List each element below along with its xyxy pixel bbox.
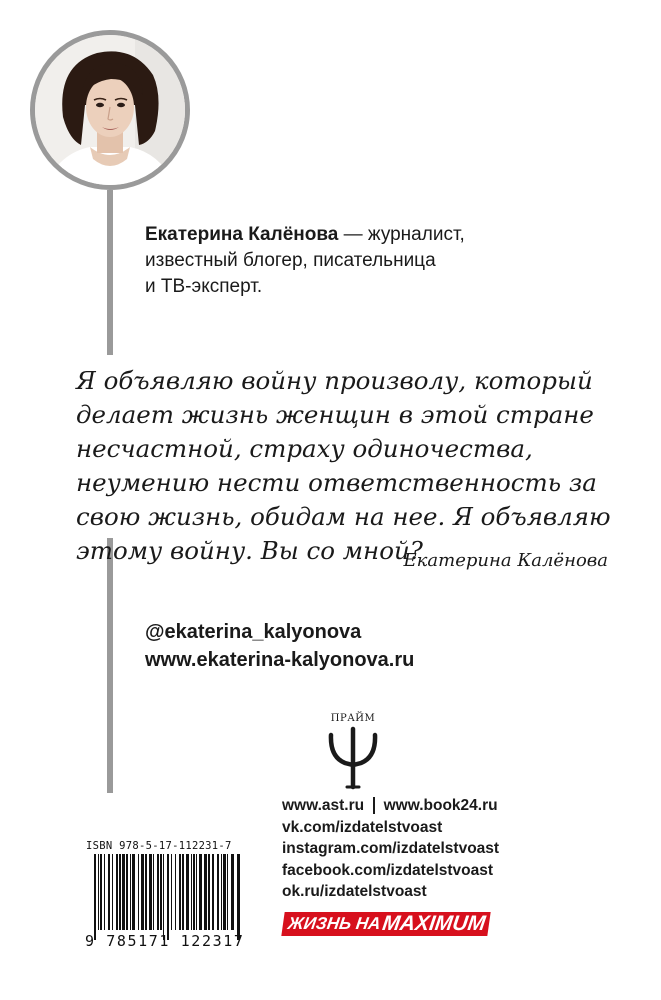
barcode-bar (231, 854, 234, 930)
series-badge (281, 912, 491, 936)
publisher-logo (318, 713, 388, 791)
barcode-bar (182, 854, 184, 930)
barcode-bar (145, 854, 147, 930)
barcode-bar (122, 854, 125, 930)
author-name: Екатерина Калёнова (145, 224, 339, 245)
series-prefix: ЖИЗНЬ НА (286, 914, 382, 933)
barcode-bar (138, 854, 139, 930)
barcode-bar (119, 854, 121, 930)
barcode-bar (223, 854, 226, 930)
bio-line-1: — журналист, (338, 224, 465, 245)
barcode-bar (204, 854, 207, 930)
author-portrait (30, 30, 190, 190)
decorative-vertical-line-bottom (107, 538, 113, 793)
quote-line: несчастной, страху одиночества, (76, 434, 533, 463)
barcode-bar (191, 854, 192, 930)
barcode-bar (153, 854, 154, 930)
barcode-bar (104, 854, 105, 930)
barcode-bar (126, 854, 128, 930)
publisher-facebook-link[interactable]: facebook.com/izdatelstvoast (282, 861, 494, 879)
barcode-bar (160, 854, 162, 930)
barcode-bar (130, 854, 131, 930)
quote-line: этому войну. Вы со мной? (76, 536, 423, 565)
barcode-bar (141, 854, 144, 930)
barcode-bar (98, 854, 99, 930)
barcode-bar (108, 854, 110, 930)
bio-line-3: и ТВ-эксперт. (145, 276, 263, 297)
barcode-bar (167, 854, 169, 940)
barcode-bar (217, 854, 219, 930)
quote-signature: Екатерина Калёнова (403, 550, 608, 571)
barcode-digits: 9 785171 122317 (85, 932, 245, 950)
decorative-vertical-line-top (107, 190, 113, 355)
author-quote (76, 364, 621, 568)
barcode-bar (112, 854, 113, 930)
barcode-bar (100, 854, 102, 930)
barcode-bar (186, 854, 189, 930)
quote-line: делает жизнь женщин в этой стране (76, 400, 594, 429)
barcode-bar (221, 854, 222, 930)
author-handle-link[interactable]: @ekaterina_kalyonova (145, 621, 362, 643)
barcode-bar (132, 854, 135, 930)
barcode-bar (157, 854, 159, 930)
publisher-site-book24[interactable]: www.book24.ru (383, 797, 498, 814)
barcode-bar (175, 854, 176, 930)
barcode-bar (149, 854, 152, 930)
barcode-bar (196, 854, 197, 930)
barcode-bar (179, 854, 181, 930)
author-website-link[interactable]: www.ekaterina-kalyonova.ru (145, 649, 415, 671)
barcode-bar (208, 854, 210, 930)
barcode-bar (94, 854, 96, 940)
publisher-vk-link[interactable]: vk.com/izdatelstvoast (282, 818, 443, 836)
barcode-bar (163, 854, 164, 940)
bio-line-2: известный блогер, писательница (145, 250, 436, 271)
publisher-instagram-link[interactable]: instagram.com/izdatelstvoast (282, 840, 500, 857)
barcode-bar (199, 854, 202, 930)
divider (373, 797, 375, 814)
barcode-bar (212, 854, 214, 930)
series-highlight: MAXIMUM (380, 912, 487, 935)
barcode-bar (193, 854, 195, 930)
author-bio (145, 222, 545, 300)
author-social-links (145, 618, 414, 674)
quote-line: свою жизнь, обидам на нее. Я объявляю (76, 502, 611, 531)
quote-line: неумению нести ответственность за (76, 468, 597, 497)
barcode-bar (171, 854, 172, 930)
barcode-bar (237, 854, 240, 940)
barcode-bar (116, 854, 118, 930)
publisher-ok-link[interactable]: ok.ru/izdatelstvoast (282, 883, 427, 900)
barcode-bar (227, 854, 228, 930)
quote-line: Я объявляю войну произволу, который (76, 366, 593, 395)
publisher-logo-text: ПРАЙМ (330, 713, 376, 724)
publisher-links (282, 795, 499, 903)
publisher-site-ast[interactable]: www.ast.ru (282, 797, 365, 814)
psi-trident-icon (318, 713, 388, 791)
isbn-label: ISBN 978-5-17-112231-7 (86, 840, 232, 852)
